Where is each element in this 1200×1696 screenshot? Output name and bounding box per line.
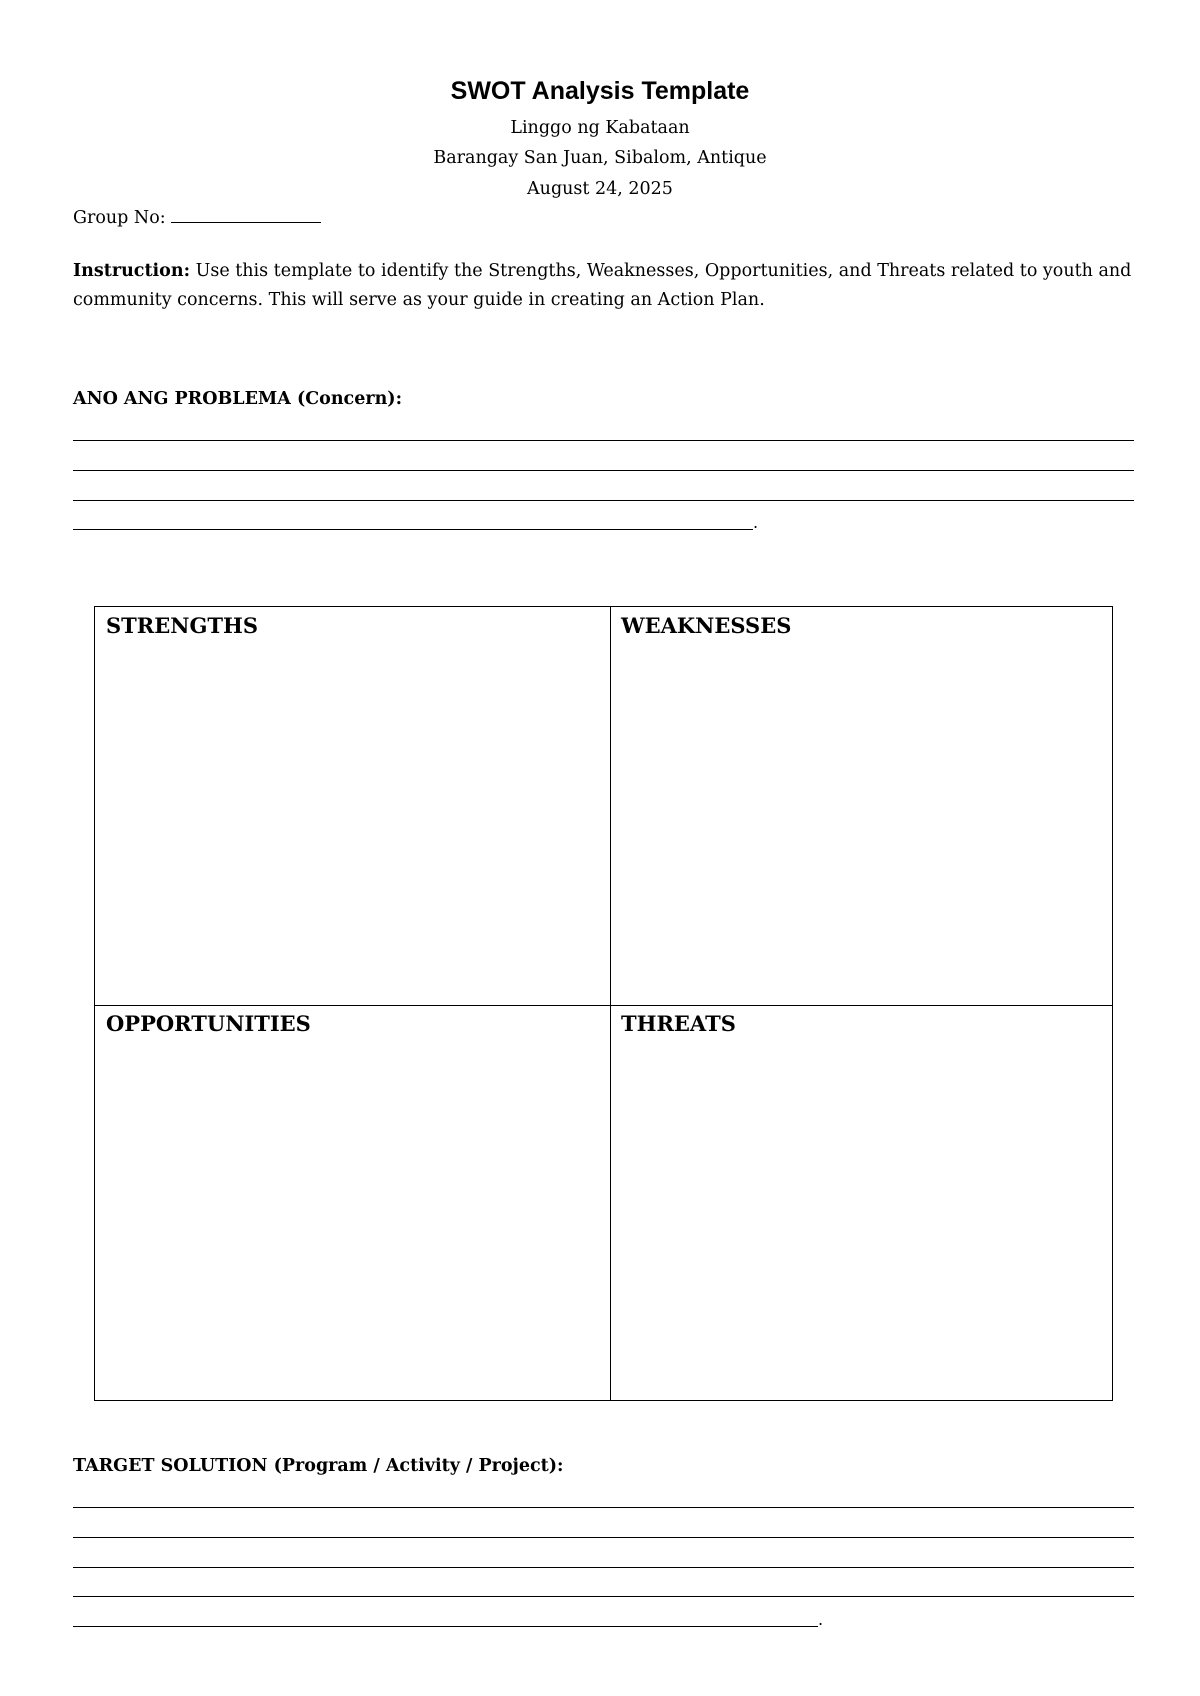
weaknesses-label: WEAKNESSES <box>621 613 792 638</box>
problem-answer-line[interactable] <box>73 470 1134 471</box>
swot-horizontal-divider <box>95 1005 1112 1006</box>
threats-label: THREATS <box>621 1011 736 1036</box>
problem-answer-line[interactable] <box>73 529 753 530</box>
group-number-blank[interactable] <box>171 208 321 223</box>
problem-answer-line[interactable] <box>73 440 1134 441</box>
event-date: August 24, 2025 <box>527 179 673 199</box>
problem-answer-line[interactable] <box>73 500 1134 501</box>
page-title: SWOT Analysis Template <box>450 77 750 105</box>
swot-vertical-divider <box>610 607 611 1400</box>
opportunities-label: OPPORTUNITIES <box>106 1011 311 1036</box>
strengths-label: STRENGTHS <box>106 613 259 638</box>
instruction-label: Instruction: <box>73 261 191 281</box>
problem-end-mark: . <box>753 513 759 532</box>
event-location: Barangay San Juan, Sibalom, Antique <box>433 148 767 168</box>
swot-grid <box>94 606 1113 1401</box>
solution-answer-line[interactable] <box>73 1507 1134 1508</box>
solution-answer-line[interactable] <box>73 1567 1134 1568</box>
group-number-label: Group No: <box>73 208 166 228</box>
solution-end-mark: . <box>818 1610 824 1629</box>
solution-answer-line[interactable] <box>73 1596 1134 1597</box>
problem-label: ANO ANG PROBLEMA <box>73 389 291 409</box>
solution-answer-line[interactable] <box>73 1537 1134 1538</box>
instruction-paragraph <box>73 257 1133 315</box>
solution-answer-line[interactable] <box>73 1626 818 1627</box>
instruction-text: Use this template to identify the Strengths, Weaknesses, Opportunities, and Threats related to youth and community concerns. This will serve as your guide in creating an Action Plan. <box>73 261 1132 310</box>
group-number-row <box>73 208 321 228</box>
event-name: Linggo ng Kabataan <box>510 118 690 138</box>
solution-heading: TARGET SOLUTION (Program / Activity / Project): <box>73 1456 564 1476</box>
problem-heading <box>73 389 402 409</box>
problem-sublabel: (Concern): <box>290 389 403 409</box>
